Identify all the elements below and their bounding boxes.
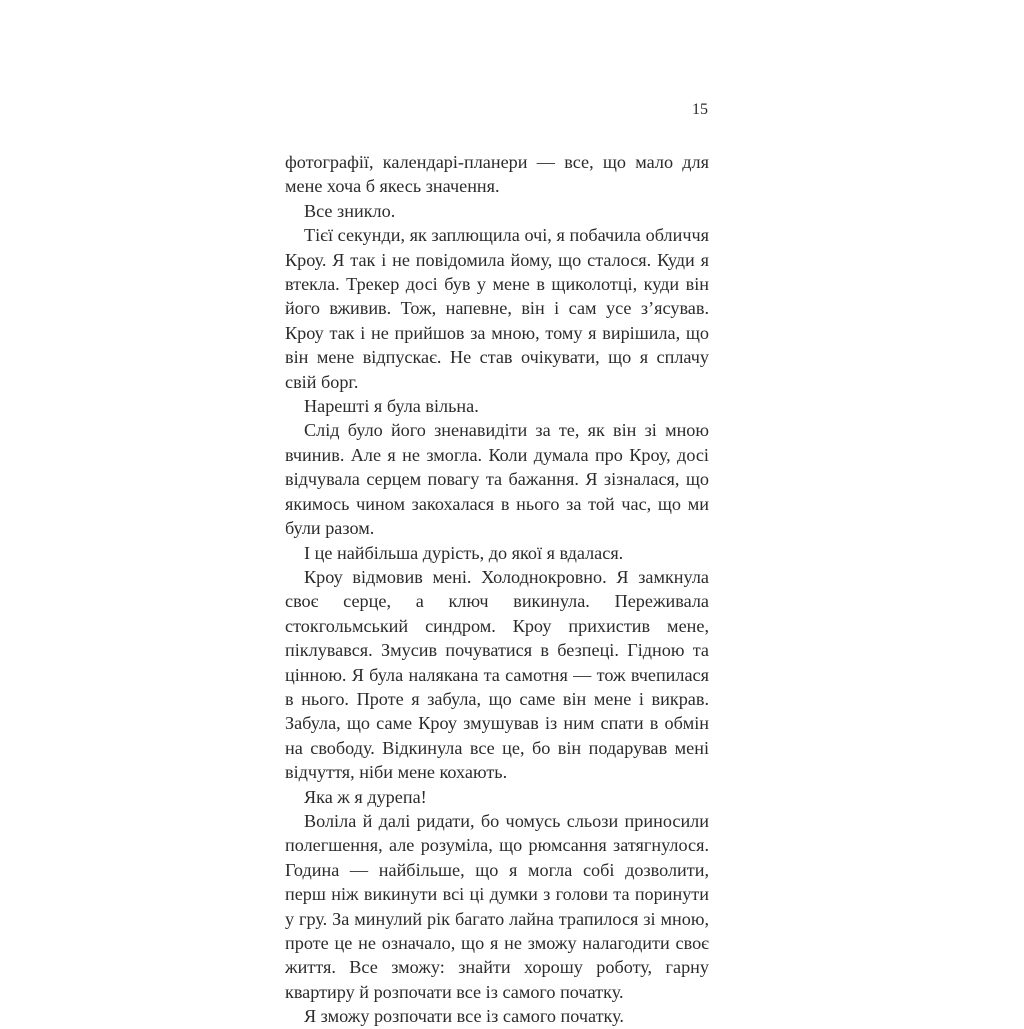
page-number: 15 xyxy=(692,101,708,118)
paragraph-3: Тієї секунди, як заплющила очі, я побачила обличчя Кроу. Я так і не повідомила йому, що сталося. Куди я втекла. Трекер досі був у мене в щиколотці, куди він його вживив. Тож, напевне, він і сам усе з’ясував. Кроу так і не прийшов за мною, тому я вирішила, що він мене відпускає. Не став очікувати, що я сплачу свій борг. xyxy=(285,225,709,392)
paragraph-5: Слід було його зненавидіти за те, як він зі мною вчинив. Але я не змогла. Коли думала про Кроу, досі відчувала серцем повагу та бажання. Я зізналася, що якимось чином закохалася в нього за той час, що ми були разом. xyxy=(285,420,709,539)
paragraph-1: фотографії, календарі-планери — все, що мало для мене хоча б якесь значення. xyxy=(285,152,709,197)
paragraph-4: Нарешті я була вільна. xyxy=(304,396,479,417)
paragraph-2: Все зникло. xyxy=(304,200,396,221)
paragraph-6: І це найбільша дурість, до якої я вдалася. xyxy=(304,542,624,563)
paragraph-7: Кроу відмовив мені. Холоднокровно. Я замкнула своє серце, а ключ викинула. Переживала стокгольмський синдром. Кроу прихистив мене, піклувався. Змусив почуватися в безпеці. Гідною та цінною. Я була налякана та самотня — тож вчепилася в нього. Проте я забула, що саме він мене і викрав. Забула, що саме Кроу змушував із ним спати в обмін на свободу. Відкинула все це, бо він подарував мені відчуття, ніби мене кохають. xyxy=(285,566,709,783)
paragraph-8: Яка ж я дурепа! xyxy=(304,786,427,807)
paragraph-9: Воліла й далі ридати, бо чомусь сльози приносили полегшення, але розуміла, що рюмсання затягнулося. Година — найбільше, що я могла собі дозволити, перш ніж викинути всі ці думки з голови та поринути у гру. За минулий рік багато лайна трапилося зі мною, проте це не означало, що я не зможу налагодити своє життя. Все зможу: знайти хорошу роботу, гарну квартиру й розпочати все із самого початку. xyxy=(285,810,709,1002)
paragraph-10: Я зможу розпочати все із самого початку. xyxy=(304,1006,624,1027)
body-text xyxy=(285,150,709,1029)
